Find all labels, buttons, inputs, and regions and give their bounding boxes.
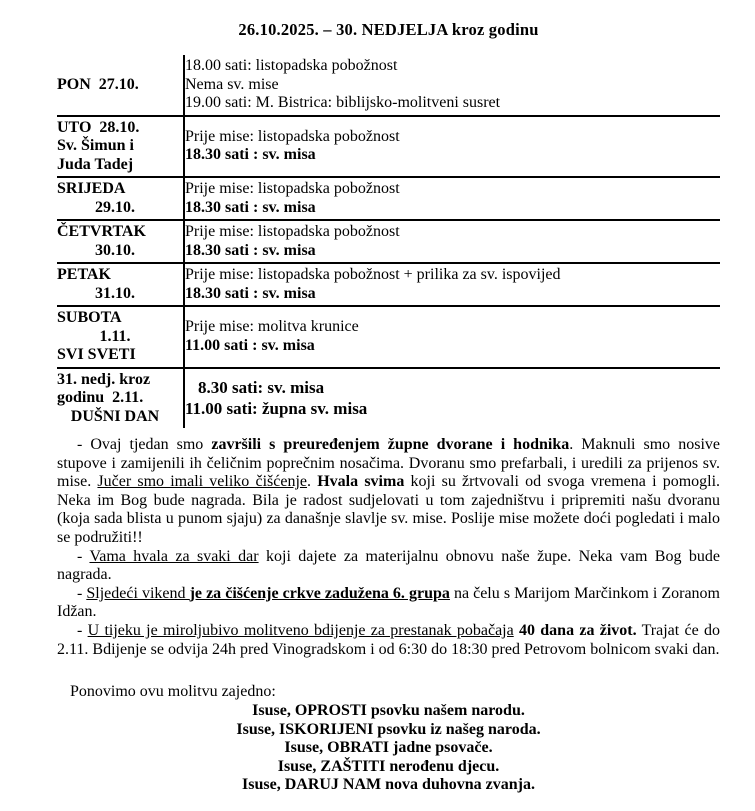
prayer-line: Isuse, ZAŠTITI nerođenu djecu. <box>277 757 500 775</box>
text-run: koji dajete za materijalnu obnovu naše župe. Neka vam Bog bude nagrada. <box>57 547 720 584</box>
events-cell <box>184 263 720 306</box>
paragraph-vigil <box>57 622 720 659</box>
text-run <box>86 585 450 602</box>
paragraph-thanks <box>57 548 720 585</box>
event-line: Prije mise: listopadska pobožnost + prilika za sv. ispovijed <box>185 266 561 283</box>
day-cell <box>57 368 184 429</box>
event-line: 11.00 sati : sv. misa <box>185 336 315 354</box>
event-line: Prije mise: molitva krunice <box>185 318 359 336</box>
day-label: SRIJEDA <box>57 180 126 197</box>
events-cell <box>184 368 720 429</box>
text-run: na čelu s Marijom Marčinkom i Zoranom Idžan. <box>57 584 721 621</box>
event-line: 18.00 sati: listopadska pobožnost <box>185 57 398 74</box>
event-line: 8.30 sati: sv. misa <box>198 378 325 398</box>
text-run: . Maknuli smo nosive stupove i zamijenili ih čeličnim poprečnim nosačima. Dvoranu smo prefarbali, i uredili za prijenos sv. mise. <box>57 436 720 491</box>
events-cell <box>184 306 720 368</box>
paragraph-renovation <box>57 436 720 548</box>
prayer-line: Isuse, OBRATI jadne psovače. <box>284 739 493 757</box>
text-run: - <box>77 584 87 602</box>
text-run: Jučer smo imali veliko čišćenje <box>97 473 308 491</box>
event-line: Prije mise: listopadska pobožnost <box>185 180 400 197</box>
table-row-saturday <box>57 306 720 368</box>
day-label: 29.10. <box>95 198 135 216</box>
table-row-sunday <box>57 368 720 429</box>
table-row-wednesday <box>57 177 720 220</box>
table-row-thursday <box>57 220 720 263</box>
event-line: 18.30 sati : sv. misa <box>185 146 316 164</box>
day-label: SUBOTA <box>57 309 122 326</box>
prayer-block <box>57 702 720 795</box>
text-run: 40 dana za život. <box>513 621 637 639</box>
text-run: je za čišćenje crkve zadužena 6. grupa <box>189 584 450 602</box>
event-line: 18.30 sati : sv. misa <box>185 284 316 302</box>
day-label: ČETVRTAK <box>57 223 146 240</box>
paragraph-cleaning-group <box>57 585 720 622</box>
day-label: Juda Tadej <box>57 155 134 173</box>
event-line: Nema sv. mise <box>185 75 279 93</box>
text-run: - Ovaj tjedan smo <box>77 436 212 453</box>
text-run: - <box>77 621 88 639</box>
day-cell <box>57 306 184 368</box>
day-label: PON 27.10. <box>57 75 139 93</box>
event-line: 18.30 sati : sv. misa <box>185 241 316 259</box>
day-label: PETAK <box>57 266 111 283</box>
text-run: Hvala svima <box>317 473 405 491</box>
event-line: 19.00 sati: M. Bistrica: biblijsko-molitveni susret <box>185 94 501 111</box>
day-label: godinu 2.11. <box>57 389 144 406</box>
day-label: 30.10. <box>95 241 135 259</box>
event-line: 18.30 sati : sv. misa <box>185 198 316 216</box>
table-row-friday <box>57 263 720 306</box>
events-cell <box>184 220 720 263</box>
day-cell <box>57 263 184 306</box>
events-cell <box>184 55 720 116</box>
table-row-tuesday <box>57 116 720 178</box>
day-cell <box>57 55 184 116</box>
text-run: Sljedeći vikend <box>86 584 190 602</box>
table-row-monday <box>57 55 720 116</box>
prayer-intro: Ponovimo ovu molitvu zajedno: <box>70 683 276 701</box>
event-line: Prije mise: listopadska pobožnost <box>185 223 400 240</box>
day-cell <box>57 220 184 263</box>
day-label: 1.11. <box>99 327 131 345</box>
event-line: Prije mise: listopadska pobožnost <box>185 127 400 145</box>
page-title: 26.10.2025. – 30. NEDJELJA kroz godinu <box>238 20 539 39</box>
text-run: Vama hvala za svaki dar <box>89 547 259 565</box>
day-label: SVI SVETI <box>57 346 136 363</box>
events-cell <box>184 177 720 220</box>
day-label: DUŠNI DAN <box>70 407 160 425</box>
day-cell <box>57 177 184 220</box>
prayer-line: Isuse, ISKORIJENI psovku iz našeg naroda. <box>236 720 541 738</box>
text-run: . <box>307 473 318 491</box>
day-label: 31.10. <box>95 284 135 302</box>
text-run: završili s preuređenjem župne dvorane i hodnika <box>211 436 570 453</box>
day-label: UTO 28.10. <box>57 118 140 136</box>
prayer-line: Isuse, OPROSTI psovku našem narodu. <box>252 702 525 720</box>
day-cell <box>57 116 184 178</box>
weekly-schedule-table <box>57 55 720 428</box>
day-label: Sv. Šimun i <box>57 137 134 154</box>
events-cell <box>184 116 720 178</box>
text-run: U tijeku je miroljubivo molitveno bdijenje za prestanak pobačaja <box>87 621 514 639</box>
event-line: 11.00 sati: župna sv. misa <box>185 399 368 419</box>
text-run: - <box>77 547 90 565</box>
announcements <box>57 436 720 659</box>
text-run: koji su žrtvovali od svoga vremena i pomogli. Neka im Bog bude nagrada. Bila je radost sudjelovati u tom zajedništvu i pripremiti našu dvoranu (koja sada blista u punom sjaju) za današnje slavlje sv. mise. Poslije mise možete doći pogledati i malo se podružiti!! <box>57 473 721 546</box>
prayer-line: Isuse, DARUJ NAM nova duhovna zvanja. <box>242 776 535 794</box>
day-label: 31. nedj. kroz <box>57 370 151 388</box>
text-run: Trajat će do 2.11. Bdijenje se odvija 24h pred Vinogradskom i od 6:30 do 18:30 pred Petrovom bolnicom svaki dan. <box>57 621 720 658</box>
